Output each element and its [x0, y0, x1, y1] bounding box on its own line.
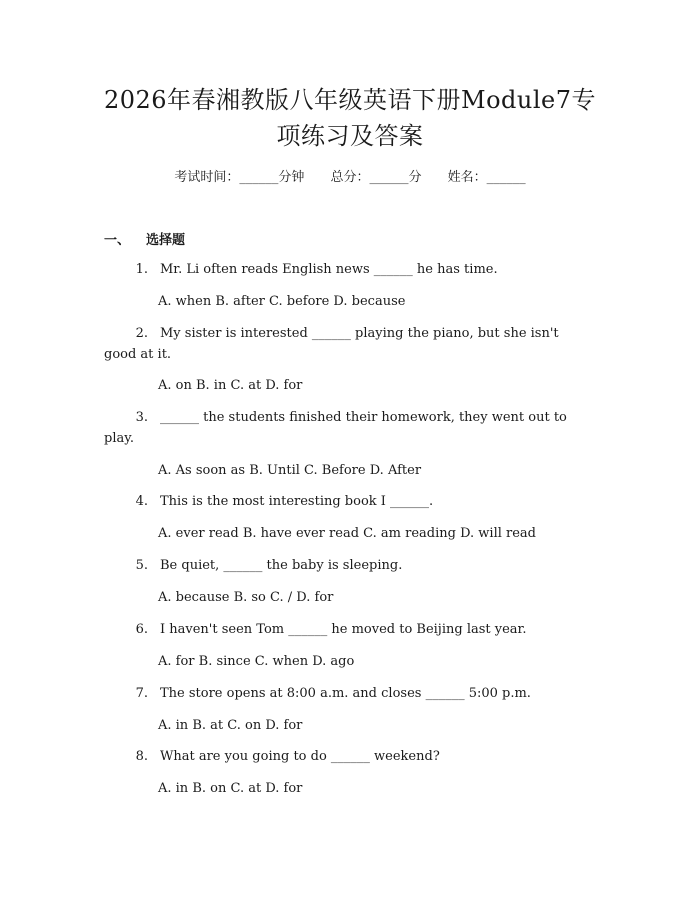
student-name: 姓名：______ [447, 170, 526, 185]
question-text: Be quiet, ______ the baby is sleeping. [160, 558, 403, 573]
question-number: 8. [135, 749, 148, 764]
question-7 [104, 683, 594, 704]
question-text: My sister is interested ______ playing the piano, but she isn't good at it. [104, 326, 559, 362]
question-number: 7. [135, 686, 148, 701]
exam-score: 总分：______分 [330, 170, 422, 185]
question-3-options: A. As soon as B. Until C. Before D. After [158, 463, 422, 478]
page-title-line1: 2026年春湘教版八年级英语下册Module7专 [103, 86, 597, 114]
question-1 [104, 259, 594, 280]
section-heading [104, 229, 185, 248]
question-5-options: A. because B. so C. / D. for [158, 590, 334, 605]
question-number: 3. [135, 410, 148, 425]
question-1-options: A. when B. after C. before D. because [158, 294, 406, 309]
exam-meta [0, 166, 700, 185]
question-text: The store opens at 8:00 a.m. and closes ______ 5:00 p.m. [160, 686, 531, 701]
question-4-options: A. ever read B. have ever read C. am reading D. will read [158, 526, 537, 541]
question-6-options: A. for B. since C. when D. ago [158, 654, 355, 669]
question-2 [104, 323, 594, 365]
section-number: 一、 [104, 233, 131, 248]
question-text: ______ the students finished their homework, they went out to play. [104, 410, 567, 446]
section-title: 选择题 [146, 233, 186, 248]
question-text: This is the most interesting book I ______. [160, 494, 434, 509]
question-6 [104, 619, 594, 640]
question-8-options: A. in B. on C. at D. for [158, 781, 303, 796]
exam-time: 考试时间：______分钟 [174, 170, 305, 185]
question-text: What are you going to do ______ weekend? [160, 749, 440, 764]
question-5 [104, 555, 594, 576]
question-7-options: A. in B. at C. on D. for [158, 718, 303, 733]
question-number: 1. [135, 262, 148, 277]
question-2-options: A. on B. in C. at D. for [158, 378, 303, 393]
question-4 [104, 491, 594, 512]
question-8 [104, 746, 594, 767]
question-text: Mr. Li often reads English news ______ he has time. [160, 262, 498, 277]
question-text: I haven't seen Tom ______ he moved to Beijing last year. [160, 622, 527, 637]
question-3 [104, 407, 594, 449]
question-number: 6. [135, 622, 148, 637]
question-number: 4. [135, 494, 148, 509]
question-number: 2. [135, 326, 148, 341]
page-title-line2: 项练习及答案 [276, 122, 424, 150]
question-number: 5. [135, 558, 148, 573]
